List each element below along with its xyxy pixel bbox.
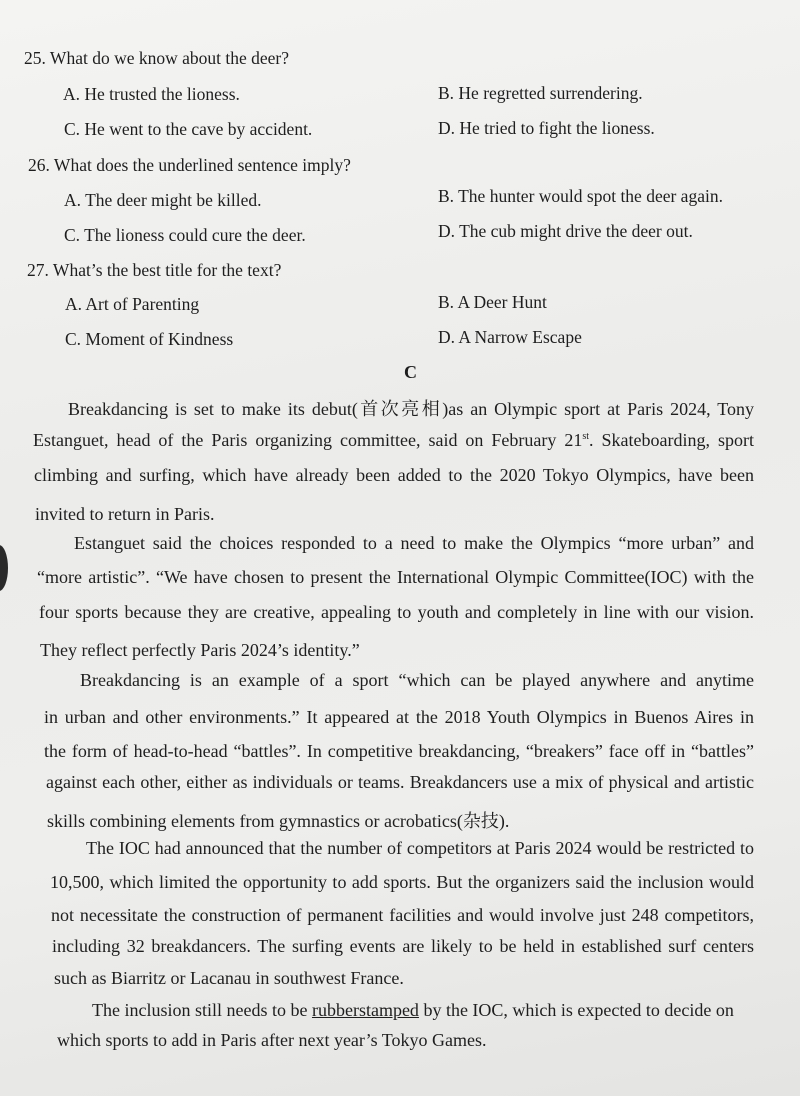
passage-p1-line4: invited to return in Paris.: [35, 504, 215, 524]
passage-p2-line2: “more artistic”. “We have chosen to present the International Olympic Committee(IOC) with the: [37, 567, 754, 587]
question-25-option-b: B. He regretted surrendering.: [438, 83, 643, 103]
question-26-stem: 26. What does the underlined sentence imply?: [28, 155, 351, 175]
passage-p4-line4: including 32 breakdancers. The surfing events are likely to be held in established surf centers: [52, 936, 754, 956]
passage-p5-line1: [92, 1000, 750, 1021]
passage-p1-line1: Breakdancing is set to make its debut(首次亮相)as an Olympic sport at Paris 2024, Tony: [68, 399, 754, 419]
passage-text: The inclusion still needs to be: [92, 1000, 312, 1020]
passage-p1-line3: climbing and surfing, which have already been added to the 2020 Tokyo Olympics, have been: [34, 465, 754, 485]
passage-p4-line3: not necessitate the construction of permanent facilities and would involve just 248 competitors,: [51, 905, 754, 925]
passage-p4-line1: The IOC had announced that the number of competitors at Paris 2024 would be restricted to: [86, 838, 754, 858]
question-27-option-b: B. A Deer Hunt: [438, 292, 547, 312]
passage-p3-line4: against each other, either as individuals or teams. Breakdancers use a mix of physical and artistic: [46, 772, 754, 792]
binder-hole: [0, 545, 8, 591]
passage-p3-line1: Breakdancing is an example of a sport “which can be played anywhere and anytime: [80, 670, 754, 690]
section-label: C: [404, 362, 417, 382]
passage-p3-line3: the form of head-to-head “battles”. In competitive breakdancing, “breakers” face off in “battles”: [44, 741, 754, 761]
question-26-option-a: A. The deer might be killed.: [64, 190, 262, 210]
passage-p4-line2: 10,500, which limited the opportunity to add sports. But the organizers said the inclusion would: [50, 872, 754, 892]
passage-p2-line4: They reflect perfectly Paris 2024’s identity.”: [40, 640, 360, 660]
superscript-st: st: [582, 431, 590, 442]
question-26-option-d: D. The cub might drive the deer out.: [438, 221, 693, 241]
passage-p2-line1: Estanguet said the choices responded to a need to make the Olympics “more urban” and: [74, 533, 754, 553]
question-27-option-c: C. Moment of Kindness: [65, 329, 234, 349]
underlined-word: rubberstamped: [311, 1000, 419, 1020]
question-27-option-a: A. Art of Parenting: [65, 294, 200, 314]
question-27-stem: 27. What’s the best title for the text?: [27, 260, 282, 280]
passage-p3-line2: in urban and other environments.” It appeared at the 2018 Youth Olympics in Buenos Aires in: [44, 707, 754, 727]
question-26-option-b: B. The hunter would spot the deer again.: [438, 186, 723, 206]
question-25-option-c: C. He went to the cave by accident.: [64, 119, 313, 139]
question-25-option-d: D. He tried to fight the lioness.: [438, 118, 655, 138]
passage-text: Estanguet, head of the Paris organizing committee, said on February 21: [33, 430, 583, 450]
passage-p3-line5: skills combining elements from gymnastics or acrobatics(杂技).: [47, 811, 510, 831]
question-26-option-c: C. The lioness could cure the deer.: [64, 225, 306, 245]
question-25-option-a: A. He trusted the lioness.: [63, 84, 240, 104]
passage-p5-line2: which sports to add in Paris after next year’s Tokyo Games.: [57, 1030, 487, 1050]
passage-text: by the IOC, which is expected to decide on: [418, 1000, 734, 1020]
passage-p2-line3: four sports because they are creative, appealing to youth and completely in line with our vision.: [39, 602, 754, 622]
question-27-option-d: D. A Narrow Escape: [438, 327, 582, 347]
question-25-stem: 25. What do we know about the deer?: [24, 48, 290, 68]
passage-p1-line2: [33, 430, 754, 451]
passage-p4-line5: such as Biarritz or Lacanau in southwest France.: [54, 968, 404, 988]
passage-text: . Skateboarding, sport: [589, 430, 754, 450]
